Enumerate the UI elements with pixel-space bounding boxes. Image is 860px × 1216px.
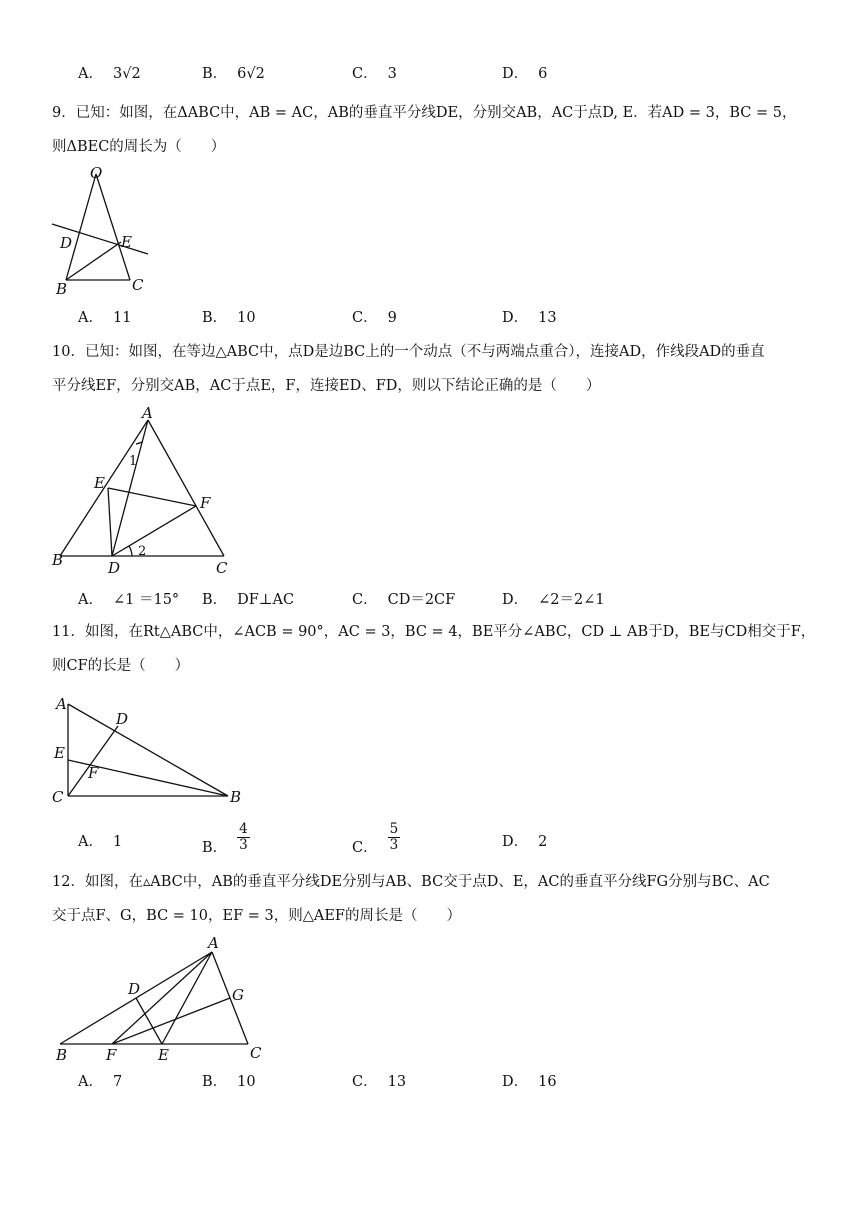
q11-label-a: A: [56, 695, 67, 713]
q12-label-a: A: [208, 934, 219, 952]
q12-option-d: D． 16: [502, 1074, 557, 1090]
q9-option-d: D． 13: [502, 310, 557, 326]
q12-label-d: D: [128, 980, 141, 998]
q11-option-b: B． $\frac{4}{3}$: [202, 821, 248, 856]
q10-label-c: C: [216, 559, 228, 577]
q12-label-c: C: [250, 1044, 262, 1062]
q11-label-d: D: [116, 710, 129, 728]
q12-label-f: F: [106, 1046, 117, 1064]
q11-label-e: E: [54, 744, 65, 762]
q11-label-f: F: [88, 764, 99, 782]
q10-option-c: C． CD＝2CF: [352, 592, 456, 608]
q9-label-o: O: [90, 164, 103, 182]
q11-stem-line1: 11．如图，在Rt△ABC中，∠ACB = 90°，AC = 3，BC = 4，BE平分∠ABC，CD ⊥ AB于D，BE与CD相交于F，: [52, 624, 816, 640]
q8-option-b: B． 6√2: [202, 66, 265, 82]
q10-stem-line1: 10．已知：如图，在等边△ABC中，点D是边BC上的一个动点（不与两端点重合），连接AD，作线段AD的垂直: [52, 344, 765, 360]
q11-option-a: A． 1: [78, 834, 123, 850]
q12-label-e: E: [158, 1046, 169, 1064]
q12-stem-line1: 12．如图，在▵ABC中，AB的垂直平分线DE分别与AB、BC交于点D、E，AC的垂直平分线FG分别与BC、AC: [52, 874, 770, 890]
q8-option-c: C． 3: [352, 66, 397, 82]
q9-label-b: B: [56, 280, 68, 298]
q10-label-f: F: [200, 494, 211, 512]
q9-label-e: E: [121, 233, 132, 251]
q10-figure: [48, 402, 248, 578]
q9-stem-line2: 则ΔBEC的周长为（ ）: [52, 139, 226, 155]
q9-label-d: D: [60, 234, 73, 252]
q11-figure: [48, 690, 248, 810]
q10-label-e: E: [94, 474, 105, 492]
q12-figure: [48, 934, 278, 1066]
q11-option-d: D． 2: [502, 834, 548, 850]
q10-option-a: A． ∠1 ＝15°: [78, 592, 180, 608]
q12-label-g: G: [232, 986, 244, 1004]
q12-option-c: C． 13: [352, 1074, 407, 1090]
q12-stem-line2: 交于点F、G，BC = 10，EF = 3，则△AEF的周长是（ ）: [52, 908, 461, 924]
q12-option-b: B． 10: [202, 1074, 256, 1090]
q10-label-a: A: [142, 404, 153, 422]
q9-label-c: C: [132, 276, 144, 294]
q11-label-c: C: [52, 788, 64, 806]
q10-label-b: B: [52, 551, 64, 569]
q11-option-c: C． $\frac{5}{3}$: [352, 821, 399, 856]
q12-label-b: B: [56, 1046, 68, 1064]
q9-stem-line1: 9．已知：如图，在ΔABC中，AB = AC，AB的垂直平分线DE，分别交AB，AC于点D, E．若AD = 3，BC = 5，: [52, 105, 797, 121]
q10-option-d: D． ∠2＝2∠1: [502, 592, 605, 608]
q11-label-b: B: [230, 788, 242, 806]
q10-label-d: D: [108, 559, 121, 577]
q9-option-b: B． 10: [202, 310, 256, 326]
q8-option-a: A． 3√2: [78, 66, 141, 82]
q11-stem-line2: 则CF的长是（ ）: [52, 658, 190, 674]
q9-figure: [48, 162, 158, 298]
q10-label-angle1: 1: [129, 454, 138, 469]
q10-label-angle2: 2: [138, 544, 147, 559]
q9-option-c: C． 9: [352, 310, 397, 326]
q10-stem-line2: 平分线EF，分别交AB，AC于点E，F，连接ED、FD，则以下结论正确的是（ ）: [52, 378, 601, 394]
q10-option-b: B． DF⊥AC: [202, 592, 295, 608]
q12-option-a: A． 7: [78, 1074, 123, 1090]
q8-option-d: D． 6: [502, 66, 548, 82]
q9-option-a: A． 11: [78, 310, 132, 326]
